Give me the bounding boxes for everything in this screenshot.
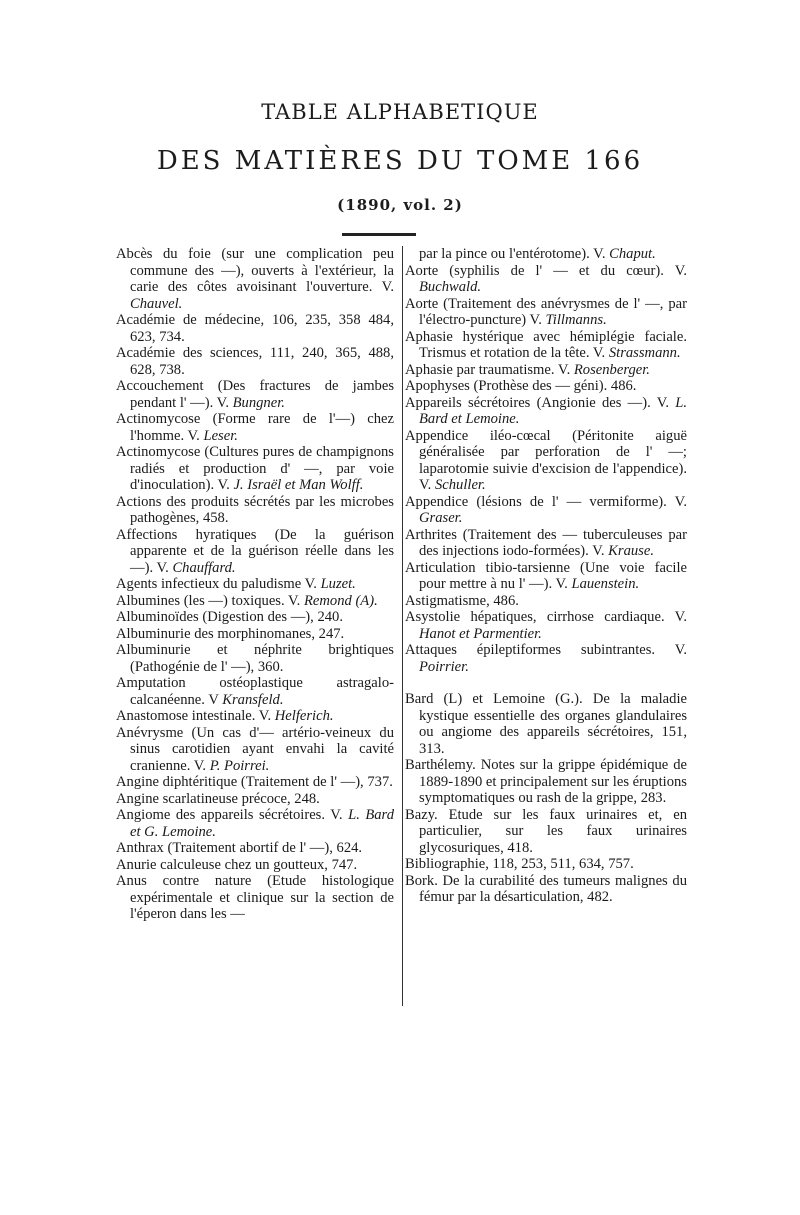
index-entry (116, 725, 394, 775)
left-column (116, 246, 394, 923)
entry-text: Angine scarlatineuse précoce, 248. (116, 790, 320, 807)
entry-author: Chauvel. (130, 295, 183, 312)
entry-text: Appendice (lésions de l' — vermiforme). V. (405, 493, 687, 510)
entry-author: Remond (A). (303, 592, 378, 609)
index-entry (116, 527, 394, 577)
entry-text: Apophyses (Prothèse des — géni). 486. (405, 378, 637, 394)
entry-text: Anévrysme (Un cas d'— artério-veineux du sinus carotidien ayant envahi la cavité cranienne. V. (116, 724, 394, 774)
entry-author: L. Bard et G. Lemoine. (130, 807, 394, 840)
index-entry (405, 593, 687, 610)
index-entry (116, 609, 394, 626)
entry-text: Anastomose intestinale. V. (116, 708, 275, 724)
entry-text: Aphasie hystérique avec hémiplégie faciale. Trismus et rotation de la tête. V. (405, 328, 687, 361)
index-entry (116, 626, 394, 643)
entry-author: P. Poirrei. (209, 757, 270, 774)
entry-text: Albuminurie et néphrite brightiques (Pathogénie de l' —), 360. (116, 642, 394, 675)
title-rule (342, 233, 416, 236)
entry-text: Accouchement (Des fractures de jambes pendant l' —). V. (116, 378, 394, 411)
entry-text: Académie de médecine, 106, 235, 358 484, 623, 734. (116, 312, 394, 345)
index-entry (405, 642, 687, 675)
index-entry (116, 576, 394, 593)
index-entry (116, 642, 394, 675)
entry-author: J. Israël et Man Wolff. (233, 477, 364, 493)
index-entry (116, 840, 394, 857)
entry-author: Strassmann. (608, 345, 681, 361)
page-title-line2: DES MATIÈRES DU TOME 166 (156, 146, 644, 176)
index-entry (116, 312, 394, 345)
entry-author: Hanot et Parmentier. (419, 625, 542, 642)
index-entry (116, 378, 394, 411)
index-entry (116, 246, 394, 312)
index-entry (116, 708, 394, 725)
index-entry (116, 593, 394, 610)
entry-text: Bork. De la curabilité des tumeurs malignes du fémur par la désarticulation, 482. (405, 872, 687, 905)
entry-text: Anurie calculeuse chez un goutteux, 747. (116, 856, 358, 873)
entry-text: Albuminurie des morphinomanes, 247. (116, 625, 345, 642)
page-title-line1: TABLE ALPHABETIQUE (261, 100, 539, 124)
index-entry (405, 856, 687, 873)
index-entry (116, 675, 394, 708)
index-entry (405, 296, 687, 329)
index-entry (116, 494, 394, 527)
entry-author: Krause. (608, 543, 654, 559)
column-divider (402, 246, 403, 1006)
index-entry (116, 807, 394, 840)
entry-author: Buchwald. (419, 279, 482, 295)
index-entry (116, 411, 394, 444)
entry-text: Appareils sécrétoires (Angionie des —). V. (405, 394, 676, 411)
index-entry (405, 378, 687, 395)
entry-text: Anus contre nature (Etude histologique expérimentale et clinique sur la section de l'éperon dans les — (116, 873, 394, 922)
index-entry (116, 791, 394, 808)
entry-text: Angiome des appareils sécrétoires. V. (116, 807, 349, 823)
entry-text: Attaques épileptiformes subintrantes. V. (405, 642, 687, 658)
entry-author: Leser. (203, 427, 238, 444)
entry-text: Bibliographie, 118, 253, 511, 634, 757. (405, 856, 634, 872)
index-entry (405, 527, 687, 560)
entry-text: Bazy. Etude sur les faux urinaires et, en particulier, sur les faux urinaires glycosuriques, 418. (405, 806, 687, 856)
index-entry (116, 857, 394, 874)
index-entry (405, 362, 687, 379)
entry-text: Aorte (Traitement des anévrysmes de l' —, par l'électro-puncture) V. (405, 295, 687, 328)
entry-text: Amputation ostéoplastique astragalo-calcanéenne. V (116, 675, 394, 708)
volume-subtitle: (1890, vol. 2) (337, 196, 463, 214)
entry-author: Luzet. (320, 576, 356, 592)
index-entry (116, 345, 394, 378)
index-entry (405, 494, 687, 527)
entry-author: Rosenberger. (573, 361, 650, 378)
entry-author: Chauffard. (172, 559, 236, 576)
entry-author: Chaput. (609, 246, 656, 262)
entry-text: Agents infectieux du paludisme V. (116, 576, 321, 592)
entry-text: Aphasie par traumatisme. V. (405, 361, 574, 378)
entry-text: Abcès du foie (sur une complication peu commune des —), ouverts à l'extérieur, la carie des côtes avoisinant l'ouverture. V. (116, 246, 394, 295)
entry-text: Articulation tibio-tarsienne (Une voie facile pour mettre à nu l' —). V. (405, 559, 687, 592)
entry-text: Arthrites (Traitement des — tuberculeuses par des injections iodo-formées). V. (405, 526, 687, 559)
entry-text: Anthrax (Traitement abortif de l' —), 624. (116, 840, 363, 856)
index-entry (405, 560, 687, 593)
entry-text: Albumines (les —) toxiques. V. (116, 592, 304, 609)
entry-author: Lauenstein. (571, 576, 640, 592)
entry-text: Actinomycose (Forme rare de l'—) chez l'homme. V. (116, 411, 394, 444)
index-entry (405, 691, 687, 757)
entry-text: Astigmatisme, 486. (405, 592, 519, 609)
entry-author: Schuller. (434, 477, 486, 493)
entry-author: L. Bard et Lemoine. (419, 394, 687, 427)
entry-text: par la pince ou l'entérotome). V. (419, 246, 610, 262)
entry-author: Helferich. (274, 708, 334, 724)
index-entry (405, 329, 687, 362)
right-column (405, 246, 687, 906)
entry-author: Kransfeld. (222, 691, 284, 708)
entry-text: Affections hyratiques (De la guérison apparente et de la guérison réelle dans les —). V. (116, 526, 394, 576)
index-entry (405, 873, 687, 906)
index-entry (405, 246, 687, 263)
entry-author: Poirrier. (419, 658, 469, 675)
entry-text: Angine diphtéritique (Traitement de l' —), 737. (116, 774, 393, 790)
index-entry (116, 444, 394, 494)
index-entry (405, 757, 687, 807)
entry-author: Tillmanns. (545, 312, 607, 328)
entry-text: Actions des produits sécrétés par les microbes pathogènes, 458. (116, 493, 394, 526)
entry-text: Actinomycose (Cultures pures de champignons radiés et production d' —, par voie d'inoculation). V. (116, 444, 394, 493)
index-entry (405, 263, 687, 296)
index-entry (405, 807, 687, 857)
index-entry (116, 873, 394, 923)
index-entry (116, 774, 394, 791)
index-entry (405, 428, 687, 494)
entry-text: Asystolie hépatiques, cirrhose cardiaque. V. (405, 609, 687, 625)
entry-author: Bungner. (232, 394, 285, 411)
entry-text: Académie des sciences, 111, 240, 365, 488, 628, 738. (116, 345, 394, 378)
entry-text: Barthélemy. Notes sur la grippe épidémique de 1889-1890 et principalement sur les éruptions symptomatiques ou rash de la grippe, 283. (405, 757, 687, 806)
entry-author: Graser. (419, 510, 463, 526)
entry-text: Appendice iléo-cœcal (Péritonite aiguë généralisée par perforation de l' —; laparotomie suivie d'excision de l'appendice). V. (405, 427, 687, 493)
index-entry (405, 395, 687, 428)
entry-text: Aorte (syphilis de l' — et du cœur). V. (405, 262, 687, 279)
entry-text: Albuminoïdes (Digestion des —), 240. (116, 609, 343, 625)
index-entry (405, 609, 687, 642)
section-gap (405, 675, 687, 691)
entry-text: Bard (L) et Lemoine (G.). De la maladie kystique essentielle des organes glandulaires ou angiome des appareils sécrétoires, 151, 313. (405, 691, 687, 757)
